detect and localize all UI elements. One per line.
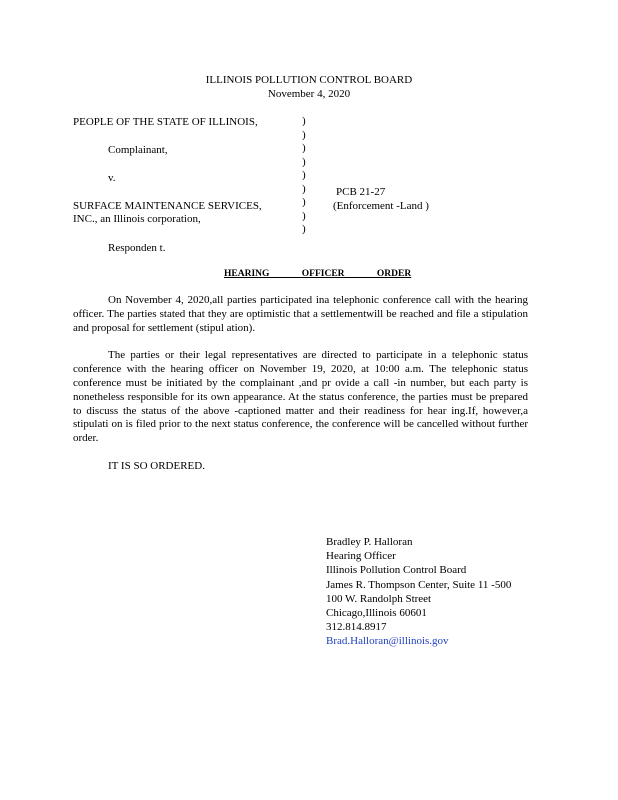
respondent-name-line1: SURFACE MAINTENANCE SERVICES, [73, 200, 262, 212]
case-type: (Enforcement -Land ) [333, 200, 429, 212]
paren: ) [302, 209, 306, 222]
paren: ) [302, 128, 306, 141]
address-line2: 100 W. Randolph Street [326, 592, 432, 605]
paren: ) [302, 182, 306, 195]
paren: ) [302, 223, 306, 235]
order-date: November 4, 2020 [267, 88, 351, 100]
paren: ) [302, 115, 306, 127]
paragraph-ordered: IT IS SO ORDERED. [108, 459, 205, 472]
address-line1: James R. Thompson Center, Suite 11 -500 [326, 578, 512, 591]
agency-heading: ILLINOIS POLLUTION CONTROL BOARD [205, 74, 413, 86]
address-city: Chicago,Illinois 60601 [326, 607, 427, 620]
order-title: HEARING OFFICER ORDER [224, 269, 412, 279]
respondent-role: Responden t. [108, 242, 166, 254]
caption-parentheses [302, 115, 306, 237]
paragraph-directive: The parties or their legal representatives are directed to participate in a telephonic status conference with the hearing officer on November 19, 2020, at 10:00 a.m. The telephonic status conference must be initiated by the complainant ,and pr ovide a call -in number, but each party is nonetheless responsible for its own appearance. At the status conference, the parties must be prepared to discuss the status of the above -captioned matter and their readiness for hear ing.If, however,a stipulati on is filed prior to the next status conference, the conference will be cancelled without further order. [73, 349, 528, 445]
paren: ) [302, 169, 306, 181]
signer-name: Bradley P. Halloran [326, 536, 413, 548]
signer-title: Hearing Officer [326, 550, 396, 563]
versus-label: v. [108, 172, 116, 184]
complainant-role: Complainant, [108, 144, 168, 156]
case-number: PCB 21-27 [336, 186, 386, 198]
paragraph-status: On November 4, 2020,all parties participated ina telephonic conference call with the hearing officer. The parties stated that they are optimistic that a settlementwill be reached and file a stipulation and proposal for settlement (stipul ation). [73, 294, 528, 334]
respondent-name-line2: INC., an Illinois corporation, [73, 213, 201, 225]
paren: ) [302, 155, 306, 168]
body-text [73, 294, 528, 474]
phone-number: 312.814.8917 [326, 621, 387, 634]
email-link[interactable]: Brad.Halloran@illinois.gov [326, 635, 449, 648]
signer-agency: Illinois Pollution Control Board [326, 564, 467, 577]
paren: ) [302, 142, 306, 154]
complainant-name: PEOPLE OF THE STATE OF ILLINOIS, [73, 116, 258, 128]
signature-block [326, 535, 511, 649]
paren: ) [302, 196, 306, 208]
